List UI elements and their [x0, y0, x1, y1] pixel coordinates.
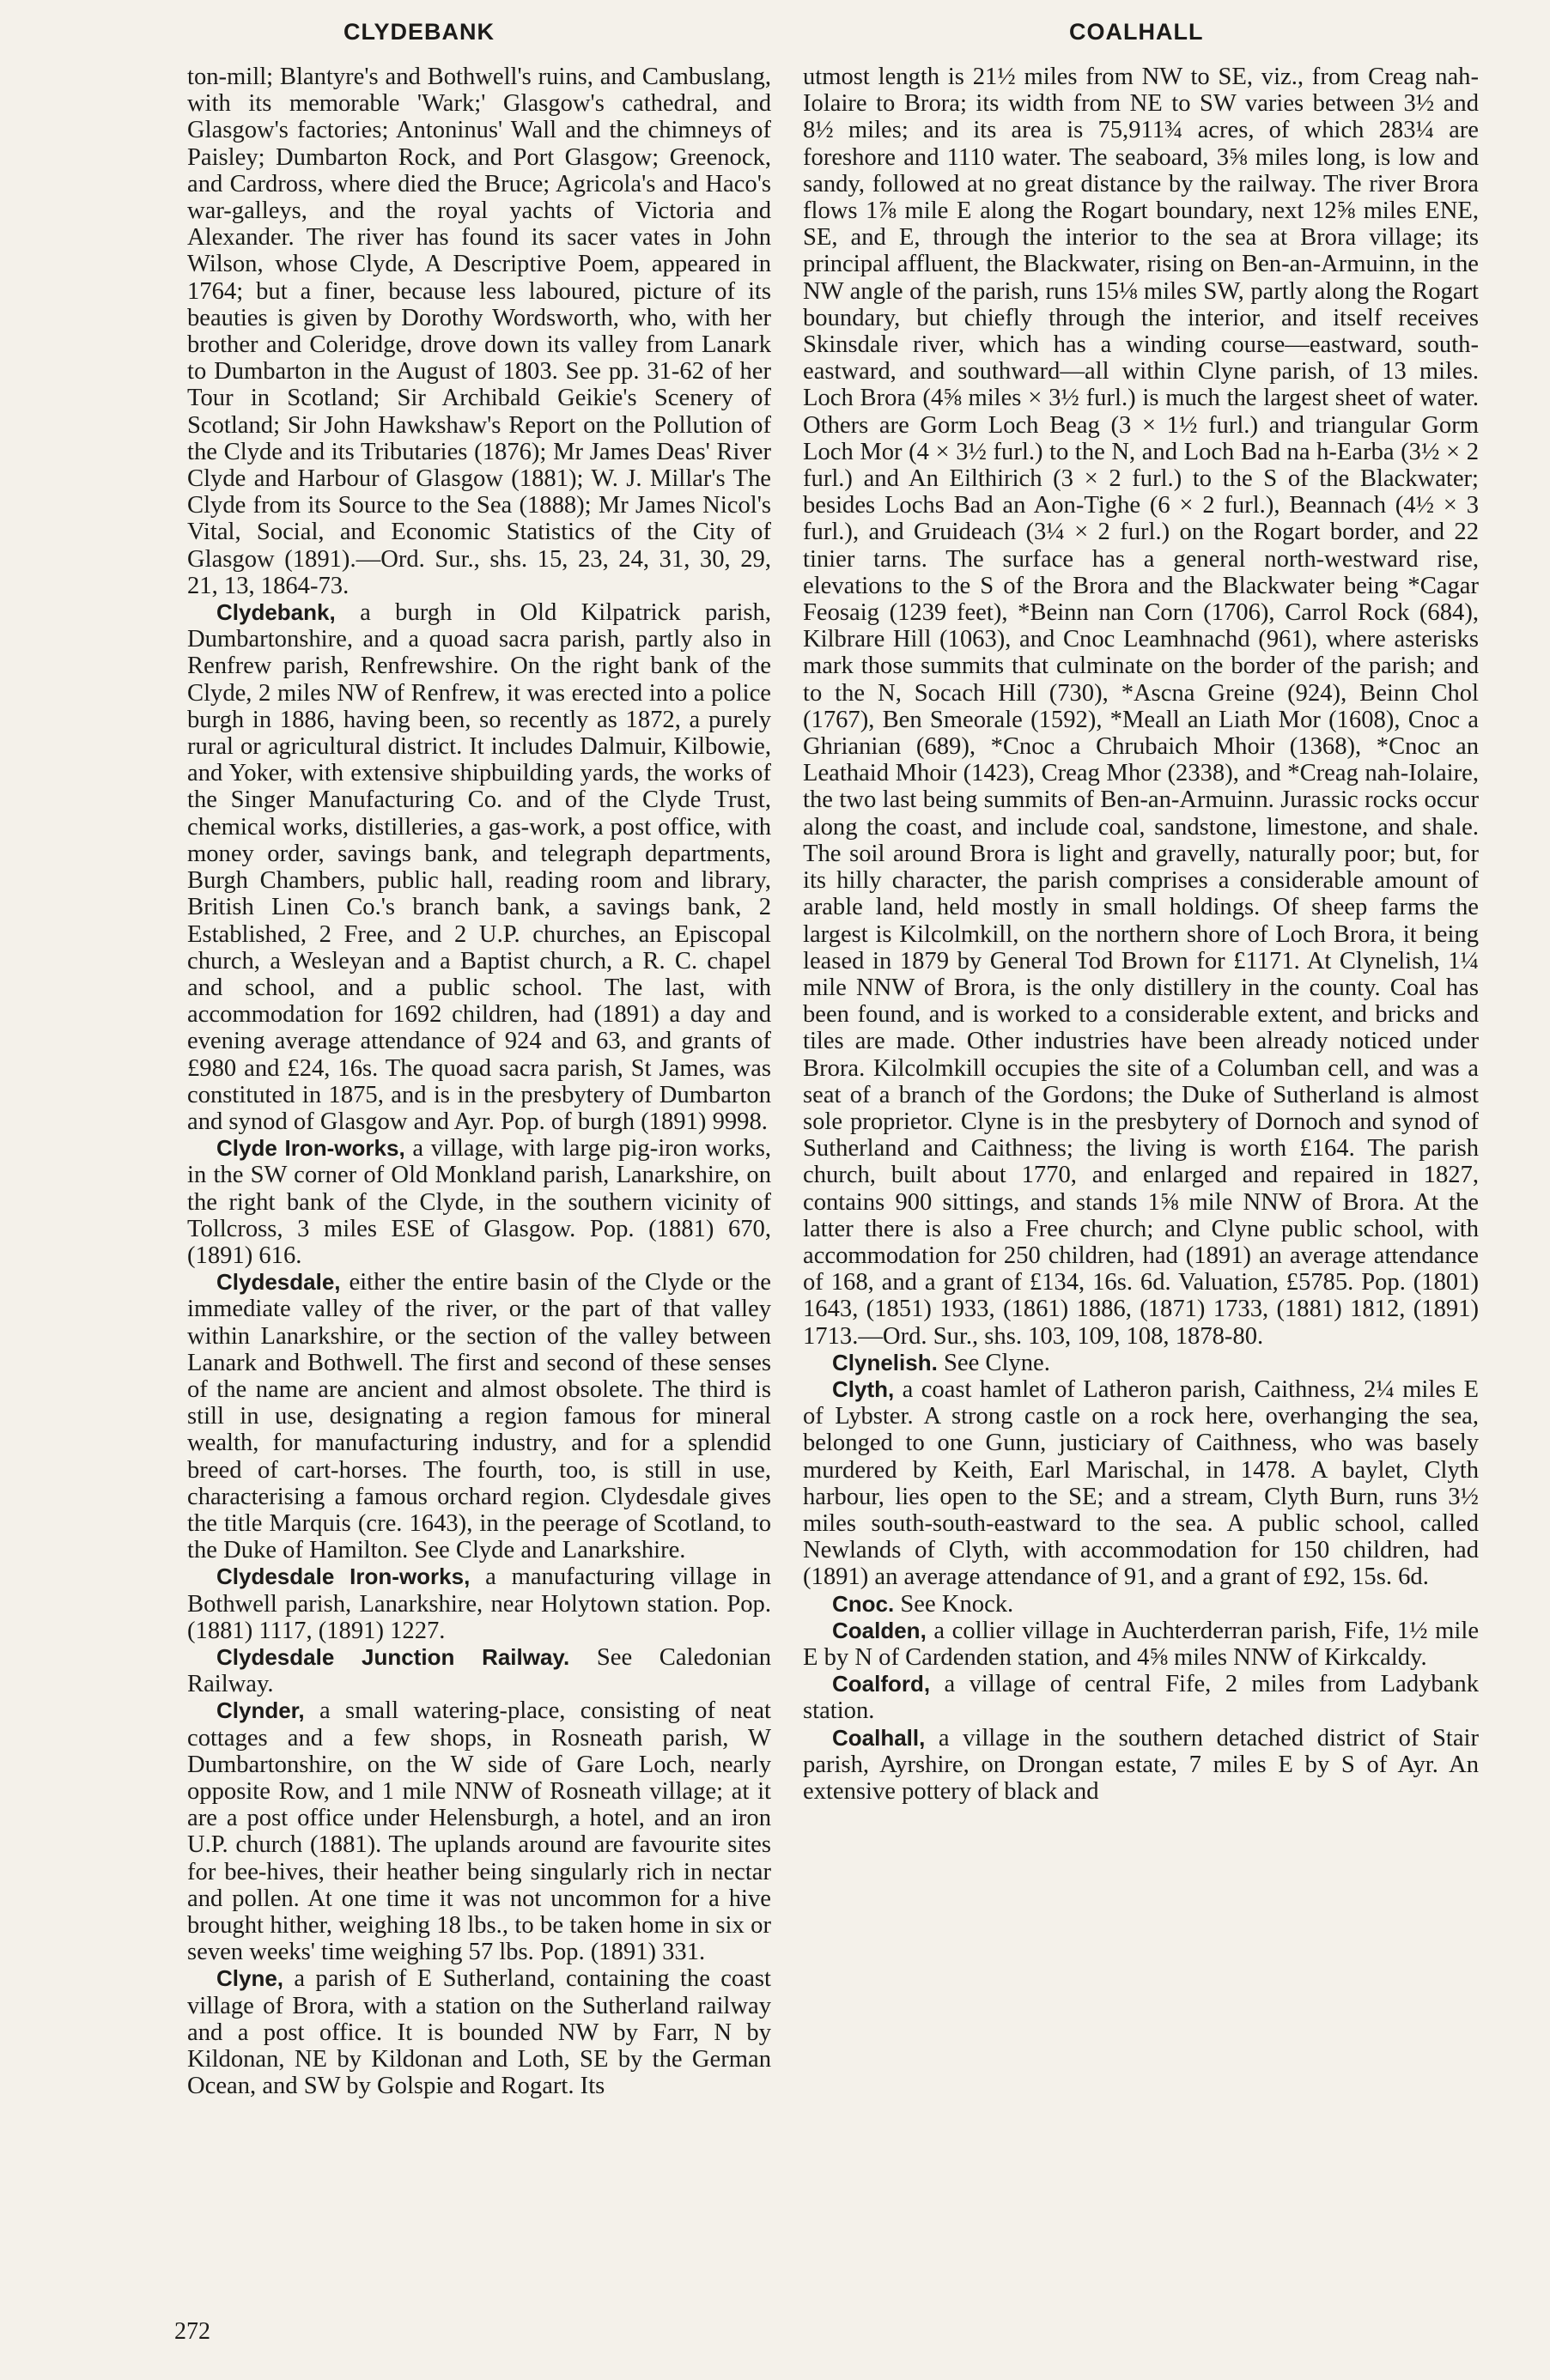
entry-headword: Clydebank,	[216, 599, 336, 626]
running-header	[0, 19, 1550, 53]
entry-headword: Clyde Iron-works,	[216, 1135, 405, 1162]
entry-text: See Caledonian Railway.	[187, 1643, 771, 1698]
running-head-left: CLYDEBANK	[343, 19, 495, 45]
entry-clydesdale-iron-works	[187, 1563, 771, 1644]
entry-text: a village, with large pig-iron works, in the SW corner of Old Monkland parish, Lanarkshire, on the right bank of the Clyde, in the southern vicinity of Tollcross, 3 miles ESE of Glasgow. Pop. (1881) 670, (1891) 616.	[187, 1135, 771, 1269]
entry-text: a manufacturing village in Bothwell parish, Lanarkshire, near Holytown station. Pop. (1881) 1117, (1891) 1227.	[187, 1563, 771, 1644]
entry-clydesdale	[187, 1269, 771, 1563]
entry-coalhall	[803, 1725, 1479, 1806]
entry-headword: Clynelish.	[832, 1349, 938, 1375]
continued-paragraph: utmost length is 21½ miles from NW to SE, viz., from Creag nah-Iolaire to Brora; its width from NE to SW varies between 3½ and 8½ miles; and its area is 75,911¾ acres, of which 283¼ are foreshore and 1110 water. The seaboard, 3⅝ miles long, is low and sandy, followed at no great distance by the railway. The river Brora flows 1⅞ mile E along the Rogart boundary, next 12⅝ miles ENE, SE, and E, through the interior to the sea at Brora village; its principal affluent, the Blackwater, rising on Ben-an-Armuinn, in the NW angle of the parish, runs 15⅛ miles SW, partly along the Rogart boundary, but chiefly through the interior, and itself receives Skinsdale river, which has a winding course—eastward, south-eastward, and southward—all within Clyne parish, of 13 miles. Loch Brora (4⅝ miles × 3½ furl.) is much the largest sheet of water. Others are Gorm Loch Beag (3 × 1½ furl.) and triangular Gorm Loch Mor (4 × 3½ furl.) to the N, and Loch Bad na h-Earba (3½ × 2 furl.) and An Eilthirich (3 × 2 furl.) to the S of the Blackwater; besides Lochs Bad an Aon-Tighe (6 × 2 furl.), Beannach (4½ × 3 furl.), and Gruideach (3¼ × 2 furl.) on the Rogart border, and 22 tinier tarns. The surface has a general north-westward rise, elevations to the S of the Brora and the Blackwater being *Cagar Feosaig (1239 feet), *Beinn nan Corn (1706), Carrol Rock (684), Kilbrare Hill (1063), and Cnoc Leamhnachd (961), where asterisks mark those summits that culminate on the border of the parish; and to the N, Socach Hill (730), *Ascna Greine (924), Beinn Chol (1767), Ben Smeorale (1592), *Meall an Liath Mor (1608), Cnoc a Ghrianian (689), *Cnoc a Chrubaich Mhoir (1368), *Cnoc an Leathaid Mhoir (1423), Creag Mhor (2338), and *Creag nah-Iolaire, the two last being summits of Ben-an-Armuinn. Jurassic rocks occur along the coast, and include coal, sandstone, limestone, and shale. The soil around Brora is light and gravelly, naturally poor; but, for its hilly character, the parish comprises a considerable amount of arable land, held mostly in small holdings. Of sheep farms the largest is Kilcolmkill, on the northern shore of Loch Brora, it being leased in 1879 by General Tod Brown for £1171. At Clynelish, 1¼ mile NNW of Brora, is the only distillery in the county. Coal has been found, and is worked to a considerable extent, and bricks and tiles are made. Other industries have been already noticed under Brora. Kilcolmkill occupies the site of a Columban cell, and was a seat of a branch of the Gordons; the Duke of Sutherland is almost sole proprietor. Clyne is in the presbytery of Dornoch and synod of Sutherland and Caithness; the living is worth £164. The parish church, built about 1770, and enlarged and repaired in 1827, contains 900 sittings, and stands 1⅝ mile NNW of Brora. At the latter there is also a Free church; and Clyne public school, with accommodation for 250 children, had (1891) an average attendance of 168, and a grant of £134, 16s. 6d. Valuation, £5785. Pop. (1801) 1643, (1851) 1933, (1861) 1886, (1871) 1733, (1881) 1812, (1891) 1713.—Ord. Sur., shs. 103, 109, 108, 1878-80.	[803, 64, 1479, 1350]
left-column	[187, 64, 771, 2330]
entry-headword: Clyne,	[216, 1965, 284, 1992]
entry-text: a parish of E Sutherland, containing the coast village of Brora, with a station on the Sutherland railway and a post office. It is bounded NW by Farr, N by Kildonan, NE by Kildonan and Loth, SE by the German Ocean, and SW by Golspie and Rogart. Its	[187, 1965, 771, 2100]
page-number: 272	[174, 2318, 210, 2345]
entry-cnoc	[803, 1591, 1479, 1618]
entry-text: a village of central Fife, 2 miles from Ladybank station.	[803, 1671, 1479, 1725]
entry-clydesdale-junction-railway	[187, 1644, 771, 1697]
entry-coalden	[803, 1618, 1479, 1671]
entry-text: either the entire basin of the Clyde or the immediate valley of the river, or the part of that valley within Lanarkshire, or the section of the valley between Lanark and Bothwell. The first and second of these senses of the name are ancient and almost obsolete. The third is still in use, designating a region famous for mineral wealth, for manufacturing industry, and for a splendid breed of cart-horses. The fourth, too, is still in use, characterising a famous orchard region. Clydesdale gives the title Marquis (cre. 1643), in the peerage of Scotland, to the Duke of Hamilton. See Clyde and Lanarkshire.	[187, 1269, 771, 1564]
entry-headword: Coalden,	[832, 1617, 927, 1643]
entry-text: See Clyne.	[943, 1349, 1050, 1376]
entry-text: a small watering-place, consisting of neat cottages and a few shops, in Rosneath parish, W Dumbartonshire, on the W side of Gare Loch, nearly opposite Row, and 1 mile NNW of Rosneath village; at it are a post office under Helensburgh, a hotel, and an iron U.P. church (1881). The uplands around are favourite sites for bee-hives, their heather being singularly rich in nectar and pollen. At one time it was not uncommon for a hive brought hither, weighing 18 lbs., to be taken home in six or seven weeks' time weighing 57 lbs. Pop. (1891) 331.	[187, 1697, 771, 1966]
entry-headword: Coalford,	[832, 1671, 931, 1697]
entry-coalford	[803, 1671, 1479, 1724]
entry-text: a village in the southern detached district of Stair parish, Ayrshire, on Drongan estate, 7 miles E by S of Ayr. An extensive pottery of black and	[803, 1724, 1479, 1805]
entry-text: a coast hamlet of Latheron parish, Caithness, 2¼ miles E of Lybster. A strong castle on a rock here, overhanging the sea, belonged to one Gunn, justiciary of Caithness, who was basely murdered by Keith, Earl Marischal, in 1478. A baylet, Clyth harbour, lies open to the SE; and a stream, Clyth Burn, runs 3½ miles south-south-eastward to the sea. A public school, called Newlands of Clyth, with accommodation for 150 children, had (1891) an average attendance of 91, and a grant of £92, 15s. 6d.	[803, 1375, 1479, 1591]
entry-headword: Clydesdale Junction Railway.	[216, 1643, 570, 1670]
entry-clydebank	[187, 599, 771, 1135]
entry-headword: Clyth,	[832, 1375, 895, 1402]
entry-text: a collier village in Auchterderran parish, Fife, 1½ mile E by N of Cardenden station, and 4⅝ miles NNW of Kirkcaldy.	[803, 1617, 1479, 1671]
continued-paragraph: ton-mill; Blantyre's and Bothwell's ruins, and Cambuslang, with its memorable 'Wark;' Glasgow's cathedral, and Glasgow's factories; Antoninus' Wall and the chimneys of Paisley; Dumbarton Rock, and Port Glasgow; Greenock, and Cardross, where died the Bruce; Agricola's and Haco's war-galleys, and the royal yachts of Victoria and Alexander. The river has found its sacer vates in John Wilson, whose Clyde, A Descriptive Poem, appeared in 1764; but a finer, because less laboured, picture of its beauties is given by Dorothy Wordsworth, who, with her brother and Coleridge, drove down its valley from Lanark to Dumbarton in the August of 1803. See pp. 31-62 of her Tour in Scotland; Sir Archibald Geikie's Scenery of Scotland; Sir John Hawkshaw's Report on the Pollution of the Clyde and its Tributaries (1876); Mr James Deas' River Clyde and Harbour of Glasgow (1881); W. J. Millar's The Clyde from its Source to the Sea (1888); Mr James Nicol's Vital, Social, and Economic Statistics of the City of Glasgow (1891).—Ord. Sur., shs. 15, 23, 24, 31, 30, 29, 21, 13, 1864-73.	[187, 64, 771, 599]
entry-clynelish	[803, 1350, 1479, 1376]
entry-headword: Clydesdale,	[216, 1269, 341, 1296]
entry-clyde-iron-works	[187, 1135, 771, 1269]
entry-headword: Cnoc.	[832, 1590, 895, 1617]
entry-clynder	[187, 1697, 771, 1965]
entry-headword: Clydesdale Iron-works,	[216, 1563, 471, 1590]
entry-clyne	[187, 1965, 771, 2099]
right-column	[803, 64, 1479, 2330]
running-head-right: COALHALL	[1069, 19, 1204, 45]
entry-headword: Coalhall,	[832, 1724, 926, 1751]
entry-text: a burgh in Old Kilpatrick parish, Dumbartonshire, and a quoad sacra parish, partly also in Renfrew parish, Renfrewshire. On the right bank of the Clyde, 2 miles NW of Renfrew, it was erected into a police burgh in 1886, having been, so recently as 1872, a purely rural or agricultural district. It includes Dalmuir, Kilbowie, and Yoker, with extensive shipbuilding yards, the works of the Singer Manufacturing Co. and of the Clyde Trust, chemical works, distilleries, a gas-work, a post office, with money order, savings bank, and telegraph departments, Burgh Chambers, public hall, reading room and library, British Linen Co.'s branch bank, a savings bank, 2 Established, 2 Free, and 2 U.P. churches, an Episcopal church, a Wesleyan and a Baptist church, a R. C. chapel and school, and a public school. The last, with accommodation for 1692 children, had (1891) a day and evening average attendance of 924 and 63, and grants of £980 and £24, 16s. The quoad sacra parish, St James, was constituted in 1875, and is in the presbytery of Dumbarton and synod of Glasgow and Ayr. Pop. of burgh (1891) 9998.	[187, 599, 771, 1135]
entry-clyth	[803, 1376, 1479, 1591]
entry-text: See Knock.	[900, 1590, 1014, 1618]
entry-headword: Clynder,	[216, 1697, 305, 1724]
